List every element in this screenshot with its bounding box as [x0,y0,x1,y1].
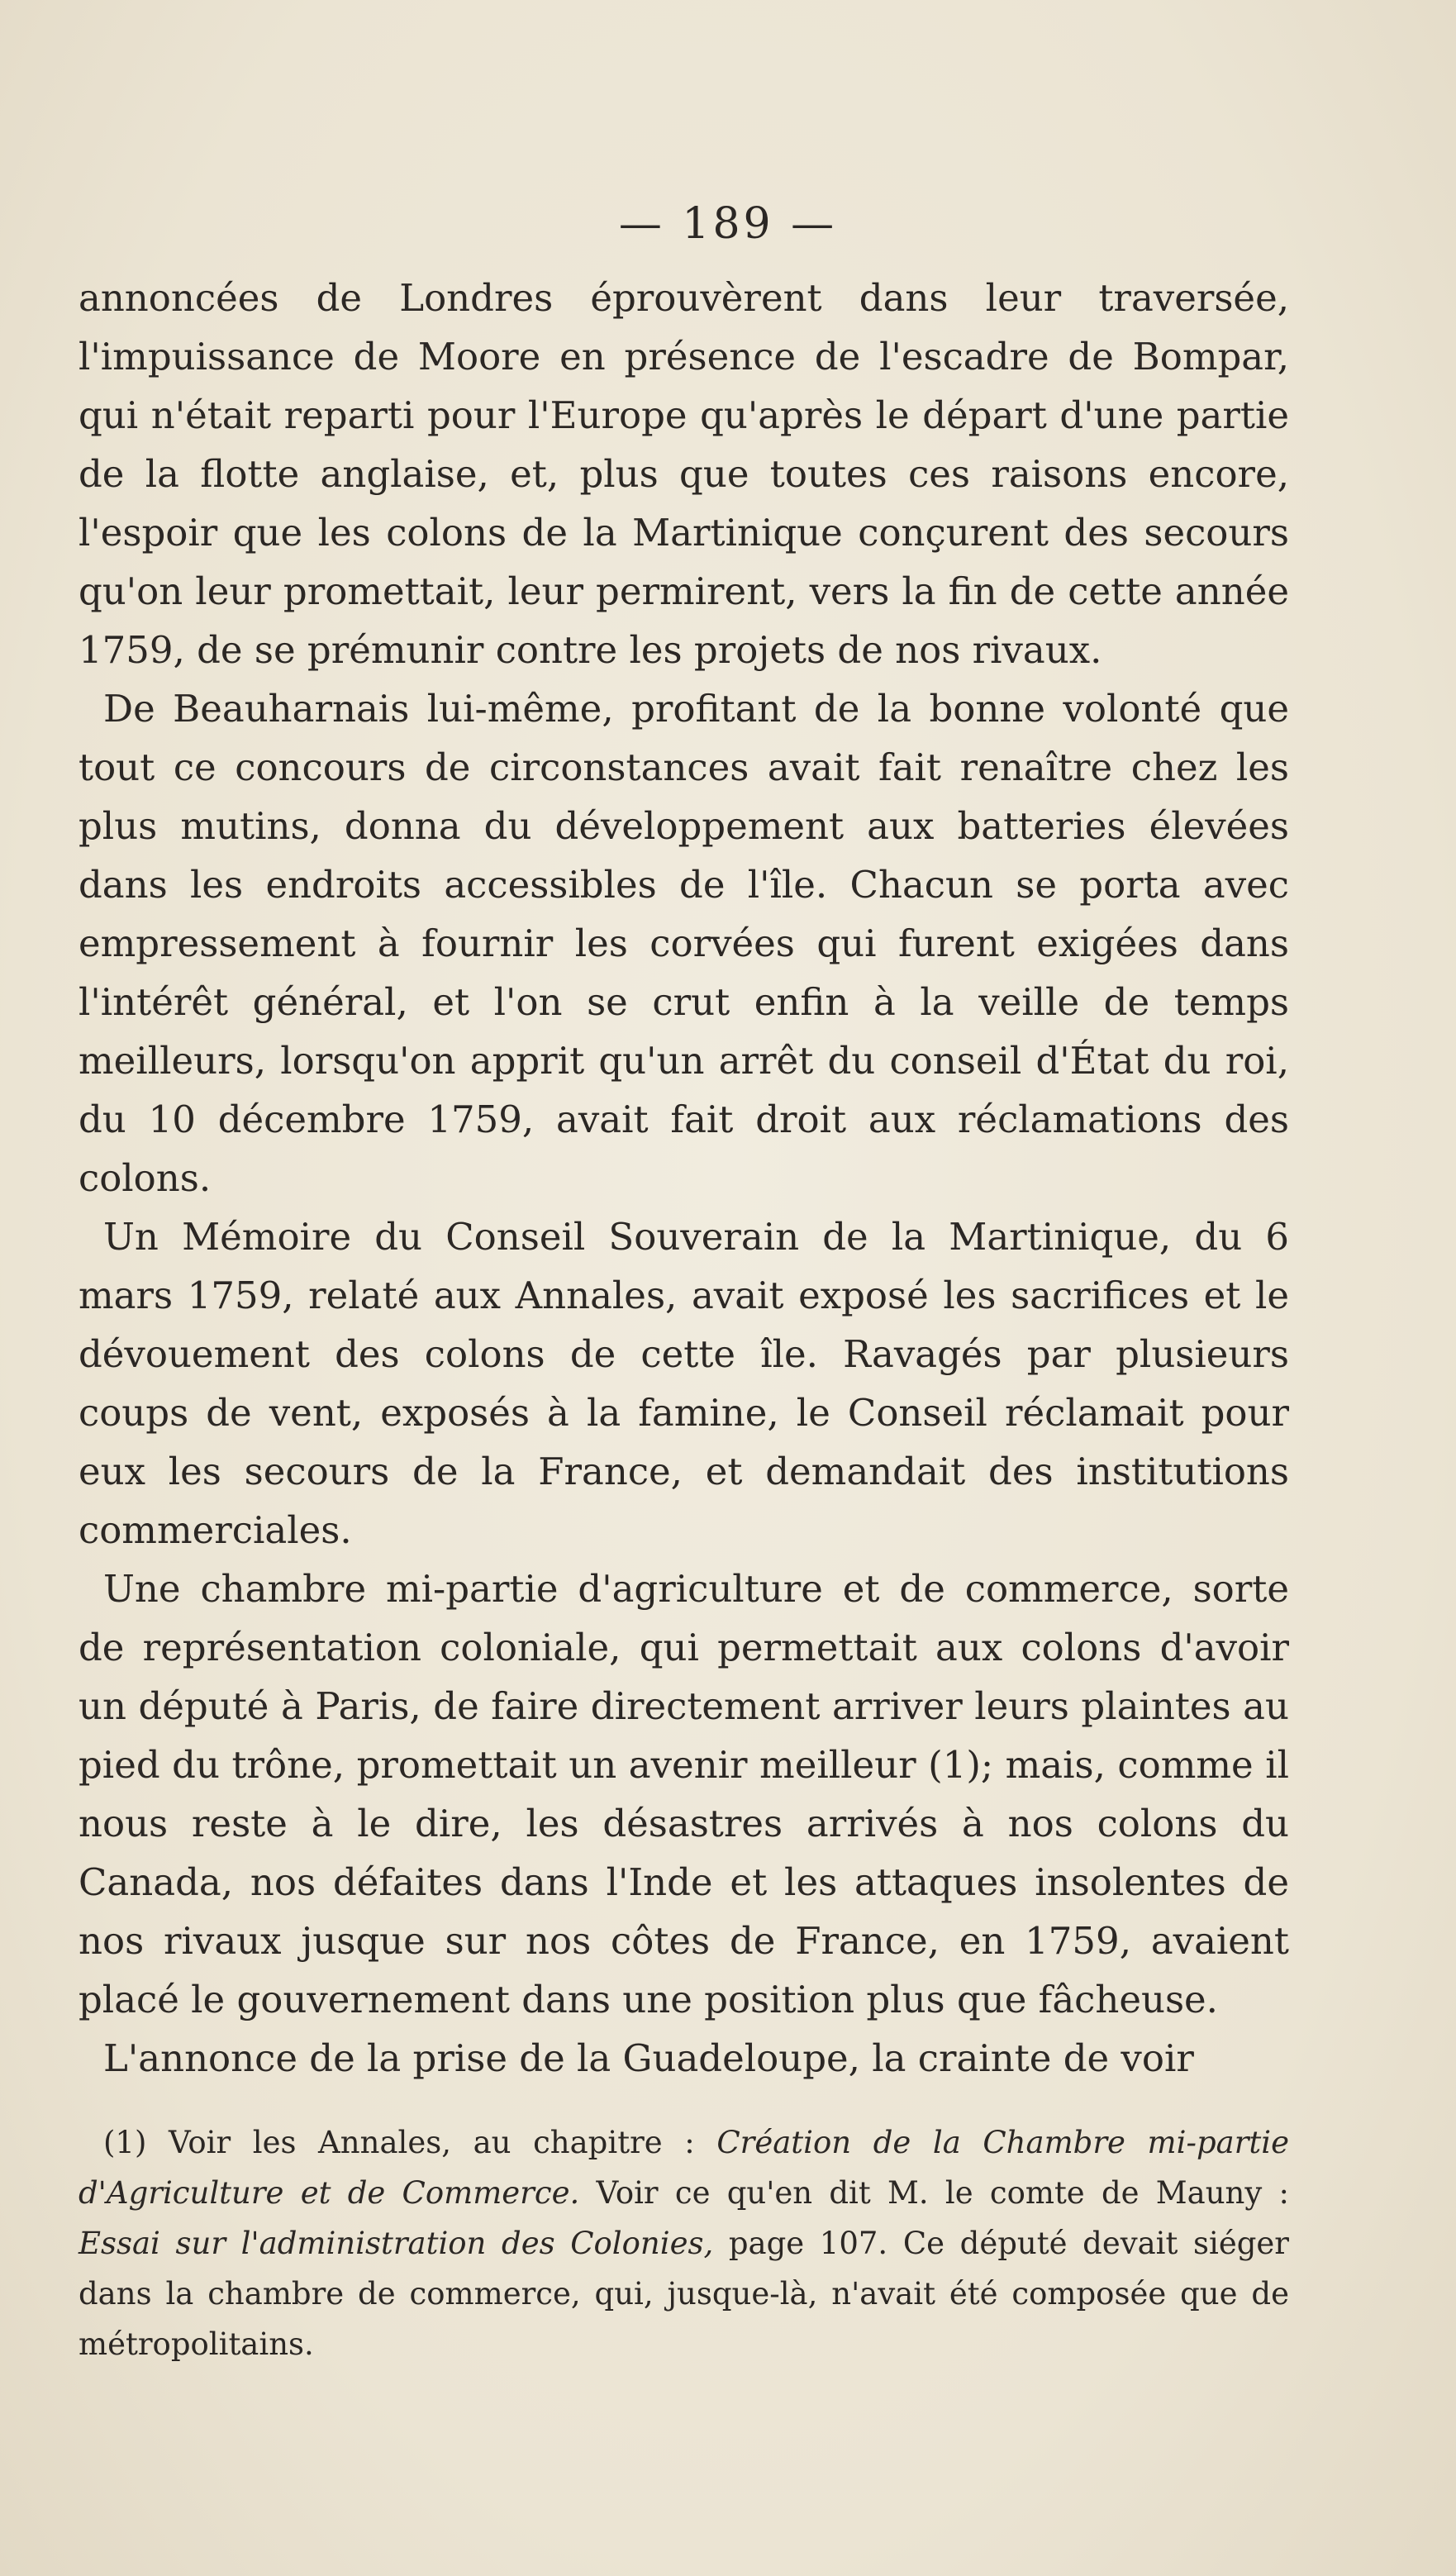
paragraph-4: Une chambre mi-partie d'agriculture et de commerce, sorte de représentation coloniale, qui permettait aux colons d'avoir un député à Paris, de faire directement arriver leurs plaintes au pied du trône, promettait un avenir meilleur (1); mais, comme il nous reste à le dire, les désastres arrivés à nos colons du Canada, nos défaites dans l'Inde et les attaques insolentes de nos rivaux jusque sur nos côtes de France, en 1759, avaient placé le gouvernement dans une position plus que fâcheuse. [79,1567,1289,2021]
footnote-tail: page 107. Ce député devait siéger dans la chambre de commerce, qui, jusque-là, n'avait été composée que de métropolitains. [79,2226,1289,2362]
paragraph-1: annoncées de Londres éprouvèrent dans leur traversée, l'impuissance de Moore en présence de l'escadre de Bompar, qui n'était reparti pour l'Europe qu'après le départ d'une partie de la flotte anglaise, et, plus que toutes ces raisons encore, l'espoir que les colons de la Martinique conçurent des secours qu'on leur promettait, leur permirent, vers la fin de cette année 1759, de se prémunir contre les projets de nos rivaux. [79,276,1289,672]
paragraph-3: Un Mémoire du Conseil Souverain de la Martinique, du 6 mars 1759, relaté aux Annales, avait exposé les sacrifices et le dévouement des colons de cette île. Ravagés par plusieurs coups de vent, exposés à la famine, le Conseil réclamait pour eux les secours de la France, et demandait des institutions commerciales. [79,1215,1289,1552]
page-number: — 189 — [618,199,838,249]
footnote-mid: Voir ce qu'en dit M. le comte de Mauny : [579,2175,1289,2211]
body-text [79,269,1289,2088]
paragraph-5: L'annonce de la prise de la Guadeloupe, la crainte de voir [103,2036,1194,2080]
footnote-lead: (1) Voir les Annales, au chapitre : [103,2125,717,2160]
paragraph-2: De Beauharnais lui-même, profitant de la bonne volonté que tout ce concours de circonstances avait fait renaître chez les plus mutins, donna du développement aux batteries élevées dans les endroits accessibles de l'île. Chacun se porta avec empressement à fournir les corvées qui furent exigées dans l'intérêt général, et l'on se crut enfin à la veille de temps meilleurs, lorsqu'on apprit qu'un arrêt du conseil d'État du roi, du 10 décembre 1759, avait fait droit aux réclamations des colons. [79,687,1289,1200]
footnote-title-2: Essai sur l'administration des Colonies, [79,2226,714,2261]
footnote [79,2117,1289,2369]
footnote-title-1: Création de la Chambre mi-partie d'Agriculture et de Commerce. [79,2125,1289,2211]
footnote-text [79,2117,1289,2369]
